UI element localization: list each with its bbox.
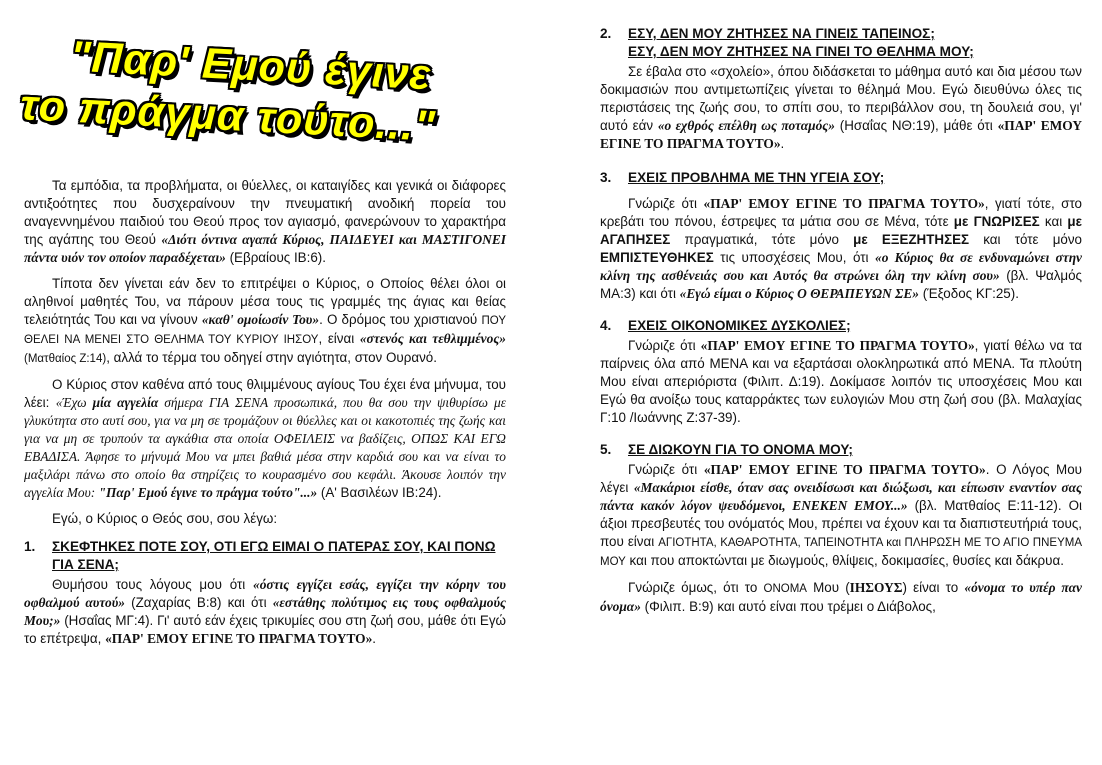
title-line-1: "Παρ' Εμού έγινε [69,32,433,100]
paragraph-4: Εγώ, ο Κύριος ο Θεός σου, σου λέγω: [52,511,278,526]
left-column [24,177,506,648]
section-2-heading: 2. ΕΣΥ, ΔΕΝ ΜΟΥ ΖΗΤΗΣΕΣ ΝΑ ΓΙΝΕΙΣ ΤΑΠΕΙΝΟΣ; ΕΣΥ, ΔΕΝ ΜΟΥ ΖΗΤΗΣΕΣ ΝΑ ΓΙΝΕΙ ΤΟ ΘΕΛΗΜΑ ΜΟΥ; [600,26,974,59]
intro-paragraph: Τα εμπόδια, τα προβλήματα, οι θύελλες, οι καταιγίδες και γενικά οι διάφορες αντιξοότητες που δυσχεραίνουν την πνευματική ανοδική πορεία του αναγεννημένου παιδιού του Θεού προς τον αγιασμό, φανερώνουν το χαρακτήρα της αγάπης του Θεού «Διότι όντινα αγαπά Κύριος, ΠΑΙΔΕΥΕΙ και ΜΑΣΤΙΓΟΝΕΙ πάντα υιόν τον οποίον παραδέχεται» (Εβραίους ΙΒ:6). [24,178,506,265]
page-title [20,30,490,150]
title-line-2: το πράγμα τούτο..." [19,81,437,151]
section-5-heading: 5. ΣΕ ΔΙΩΚΟΥΝ ΓΙΑ ΤΟ ΟΝΟΜΑ ΜΟΥ; [600,442,853,457]
section-3-body: Γνώριζε ότι «ΠΑΡ' ΕΜΟΥ ΕΓΙΝΕ ΤΟ ΠΡΑΓΜΑ ΤΟΥΤΟ», γιατί τότε, στο κρεβάτι του πόνου, έστρεψες τα μάτια σου σε Μένα, τότε με ΓΝΩΡΙΣΕΣ και με ΑΓΑΠΗΣΕΣ πραγματικά, τότε μόνο με ΕΞΕΖΗΤΗΣΕΣ και τότε μόνο ΕΜΠΙΣΤΕΥΘΗΚΕΣ τις υποσχέσεις Μου, ότι «ο Κύριος θα σε ενδυναμώνει στην κλίνη της ασθένειάς σου και Αυτός θα στρώνει όλη την κλίνη σου» (βλ. Ψαλμός ΜΑ:3) και ότι «Εγώ είμαι ο Κύριος Ο ΘΕΡΑΠΕΥΩΝ ΣΕ» (Έξοδος ΚΓ:25). [600,196,1083,301]
paragraph-2: Τίποτα δεν γίνεται εάν δεν το επιτρέψει ο Κύριος, ο Οποίος θέλει όλοι οι αληθινοί μαθητές Του, να πάρουν μέσα τους τις γραμμές της άγιας και θείας τελειότητάς Του και να γίνουν «καθ' ομοίωσίν Του». Ο δρόμος του χριστιανού ΠΟΥ ΘΕΛΕΙ ΝΑ ΜΕΝΕΙ ΣΤΟ ΘΕΛΗΜΑ ΤΟΥ ΚΥΡΙΟΥ ΙΗΣΟΥ, είναι «στενός και τεθλιμμένος» (Ματθαίος Ζ:14), αλλά το τέρμα του οδηγεί στην αγιότητα, στον Ουρανό. [24,276,506,365]
section-3-heading: 3. ΕΧΕΙΣ ΠΡΟΒΛΗΜΑ ΜΕ ΤΗΝ ΥΓΕΙΑ ΣΟΥ; [600,170,885,185]
closing-paragraph: Γνώριζε όμως, ότι το ΟΝΟΜΑ Μου (ΙΗΣΟΥΣ) είναι το «όνομα το υπέρ παν όνομα» (Φιλιπ. Β:9) και αυτό είναι που τρέμει ο Διάβολος, [600,580,1083,614]
right-column [600,25,1082,616]
section-5-body: Γνώριζε ότι «ΠΑΡ' ΕΜΟΥ ΕΓΙΝΕ ΤΟ ΠΡΑΓΜΑ ΤΟΥΤΟ». Ο Λόγος Μου λέγει «Μακάριοι είσθε, όταν σας ονειδίσωσι και διώξωσι, και είπωσιν εναντίον σας πάντα κακόν λόγον ψευδόμενοι, ΕΝΕΚΕΝ ΕΜΟΥ...» (βλ. Ματθαίος Ε:11-12). Οι άξιοι πρεσβευτές του ονόματός Μου, πρέπει να έχουν και τα διαπιστευτήριά τους, που είναι ΑΓΙΟΤΗΤΑ, ΚΑΘΑΡΟΤΗΤΑ, ΤΑΠΕΙΝΟΤΗΤΑ και ΠΛΗΡΩΣΗ ΜΕ ΤΟ ΑΓΙΟ ΠΝΕΥΜΑ ΜΟΥ και που αποκτώνται με διωγμούς, θλίψεις, δοκιμασίες, θυσίες και δάκρυα. [600,462,1083,568]
section-4-body: Γνώριζε ότι «ΠΑΡ' ΕΜΟΥ ΕΓΙΝΕ ΤΟ ΠΡΑΓΜΑ ΤΟΥΤΟ», γιατί θέλω να τα παίρνεις όλα από ΜΕΝΑ και να εξαρτάσαι ολοκληρωτικά από ΜΕΝΑ. Τα πλούτη Μου είναι απεριόριστα (Φιλιπ. Δ:19). Δοκίμασε λοιπόν τις υποσχέσεις Μου και Εγώ θα ανοίξω τους καταρράκτες των ευλογιών Μου στη ζωή σου (βλ. Μαλαχίας Γ:10 /Ιωάννης Ζ:37-39). [600,338,1083,425]
section-1-heading: 1. ΣΚΕΦΤΗΚΕΣ ΠΟΤΕ ΣΟΥ, ΟΤΙ ΕΓΩ ΕΙΜΑΙ Ο ΠΑΤΕΡΑΣ ΣΟΥ, ΚΑΙ ΠΟΝΩ ΓΙΑ ΣΕΝΑ; [24,539,496,572]
section-1-body: Θυμήσου τους λόγους μου ότι «όστις εγγίζει εσάς, εγγίζει την κόρην του οφθαλμού αυτού» (Ζαχαρίας Β:8) και ότι «εστάθης πολύτιμος εις τους οφθαλμούς Μου;» (Ησαΐας ΜΓ:4). Γι' αυτό εάν έχεις τρικυμίες σου στη ζωή σου, μάθε ότι Εγώ το επέτρεψα, «ΠΑΡ' ΕΜΟΥ ΕΓΙΝΕ ΤΟ ΠΡΑΓΜΑ ΤΟΥΤΟ». [24,577,506,646]
section-4-heading: 4. ΕΧΕΙΣ ΟΙΚΟΝΟΜΙΚΕΣ ΔΥΣΚΟΛΙΕΣ; [600,318,851,333]
section-2-body: Σε έβαλα στο «σχολείο», όπου διδάσκεται το μάθημα αυτό και δια μέσου των δοκιμασιών που αντιμετωπίζεις γίνεται το θέλημά Μου. Εγώ διευθύνω όλες τις περιστάσεις της ζωής σου, το σπίτι σου, το περιβάλλον σου, τη δουλειά σου, γι' αυτό εάν «ο εχθρός επέλθη ως ποταμός» (Ησαΐας ΝΘ:19), μάθε ότι «ΠΑΡ' ΕΜΟΥ ΕΓΙΝΕ ΤΟ ΠΡΑΓΜΑ ΤΟΥΤΟ». [600,64,1083,151]
paragraph-3: Ο Κύριος στον καθένα από τους θλιμμένους αγίους Του έχει ένα μήνυμα, του λέει: «Έχω μία αγγελία σήμερα ΓΙΑ ΣΕΝΑ προσωπικά, που θα σου την ψιθυρίσω με γλυκύτητα στο αυτί σου, για να μη σε τρομάζουν οι θύελλες και οι κακοτοπιές της ζωής και για να μη σε τρυπούν τα αγκάθια στα οποία ΟΦΕΙΛΕΙΣ να βαδίζεις, ΟΠΩΣ ΚΑΙ ΕΓΩ ΕΒΑΔΙΣΑ. Άφησε το μήνυμά Μου να μπει βαθιά μέσα στην καρδιά σου και να είναι το μαξιλάρι πάνω στο οποίο θα στηρίζεις το κουρασμένο σου κεφάλι. Άκουσε λοιπόν την αγγελία Μου: "Παρ' Εμού έγινε το πράγμα τούτο"...» (Α' Βασιλέων ΙΒ:24). [24,377,506,500]
